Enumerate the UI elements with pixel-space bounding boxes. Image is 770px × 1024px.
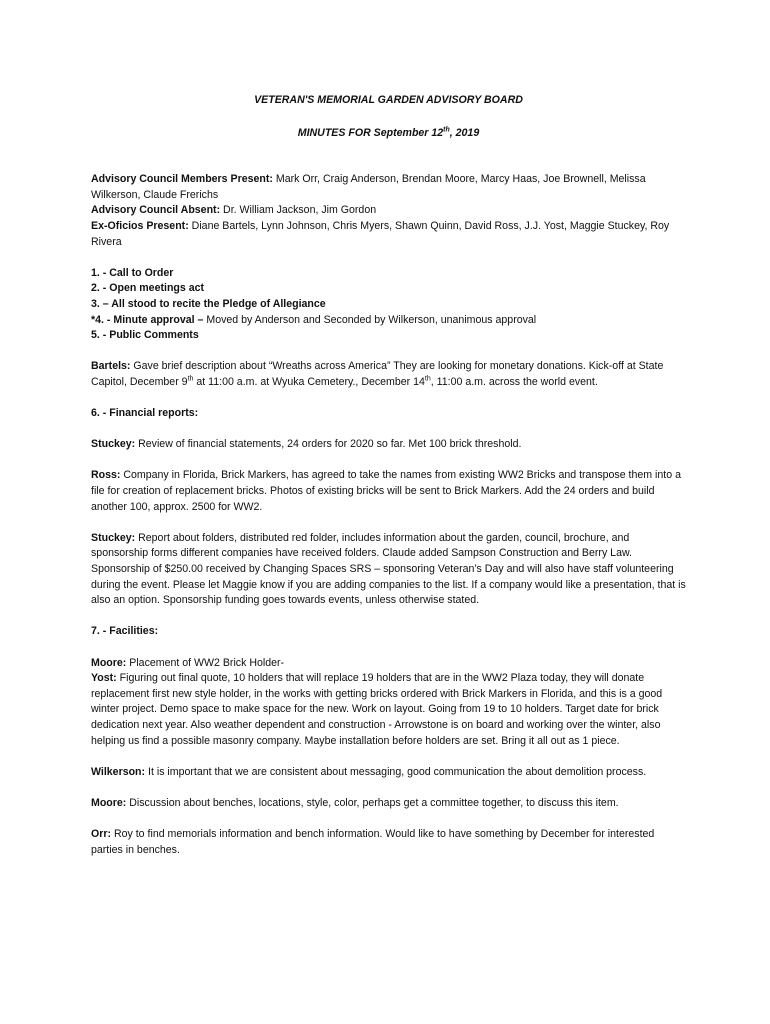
members-absent xyxy=(91,203,686,219)
facilities-heading-text: 7. - Facilities: xyxy=(91,625,159,638)
agenda-item-1 xyxy=(91,266,686,282)
minutes-body xyxy=(91,93,686,858)
ross-text: Company in Florida, Brick Markers, has agreed to take the names from existing WW2 Bricks and transpose them into a file for creation of replacement bricks. Photos of existing bricks will be sent to Brick Markers. Add the 24 orders and build another 100, approx. 2500 for WW2. xyxy=(91,469,681,513)
stuckey-financial-text: Review of financial statements, 24 orders for 2020 so far. Met 100 brick threshold. xyxy=(135,438,522,451)
yost-text: Figuring out final quote, 10 holders that will replace 19 holders that are in the WW2 Plaza today, they will donate replacement first new style holder, in the works with getting bricks ordered with Brick Markers in Florida, and this is a good winter project. Demo space to make space for the new. Work on layout. Going from 19 to 10 holders. Target date for brick dedication next year. Also weather dependent and construction - Arrowstone is on board and working over the winter, also helping us find a possible masonry company. Maybe installation before holders are set. Bring it all out as 1 piece. xyxy=(91,672,663,747)
members-present-text: Mark Orr, Craig Anderson, Brendan Moore, Marcy Haas, Joe Brownell, Melissa Wilkerson, Claude Frerichs xyxy=(91,173,646,201)
facilities-heading xyxy=(91,624,686,640)
document-title: VETERAN'S MEMORIAL GARDEN ADVISORY BOARD xyxy=(254,94,523,106)
agenda-item-2-text: 2. - Open meetings act xyxy=(91,282,205,295)
agenda-item-3 xyxy=(91,297,686,313)
agenda-item-3-text: 3. – All stood to recite the Pledge of Allegiance xyxy=(91,297,326,310)
minutes-date-prefix: MINUTES FOR September 12 xyxy=(297,126,444,139)
stuckey-label: Stuckey: xyxy=(91,438,136,451)
bartels-sup-1: th xyxy=(187,375,194,383)
stuckey-financial-paragraph xyxy=(91,437,686,453)
agenda-item-4 xyxy=(91,313,686,329)
agenda-item-1-text: 1. - Call to Order xyxy=(91,266,174,279)
members-present xyxy=(91,172,686,203)
agenda-item-4-text: Moved by Anderson and Seconded by Wilkerson, unanimous approval xyxy=(203,313,537,326)
minutes-date xyxy=(91,126,686,142)
moore-brick-holder-paragraph xyxy=(91,656,686,672)
agenda-item-5 xyxy=(91,328,686,344)
orr-label: Orr: xyxy=(91,828,112,841)
yost-label: Yost: xyxy=(91,672,117,685)
members-absent-label: Advisory Council Absent: xyxy=(91,204,221,217)
moore-benches-label: Moore: xyxy=(91,796,127,809)
exofficios-present xyxy=(91,219,686,250)
bartels-sup-2: th xyxy=(424,375,431,383)
wilkerson-text: It is important that we are consistent about messaging, good communication the about demolition process. xyxy=(145,765,647,778)
exofficios-present-text: Diane Bartels, Lynn Johnson, Chris Myers, Shawn Quinn, David Ross, J.J. Yost, Maggie Stuckey, Roy Rivera xyxy=(91,219,670,248)
members-absent-text: Dr. William Jackson, Jim Gordon xyxy=(220,204,377,217)
bartels-label: Bartels: xyxy=(91,360,131,373)
agenda-item-2 xyxy=(91,281,686,297)
members-present-label: Advisory Council Members Present: xyxy=(91,173,273,186)
stuckey-folders-label: Stuckey: xyxy=(91,531,136,544)
financial-heading xyxy=(91,406,686,422)
stuckey-folders-text: Report about folders, distributed red folder, includes information about the garden, council, brochure, and sponsorship forms different companies have received folders. Claude added Sampson Construction and Berry Law. Sponsorship of $250.00 received by Changing Spaces SRS – sponsoring Veteran’s Day and will also have staff volunteering during the event. Please let Maggie know if you are adding companies to the list. If a company would like a presentation, that is also an option. Sponsorship funding goes towards events, unless otherwise stated. xyxy=(91,531,686,607)
stuckey-folders-paragraph xyxy=(91,531,686,609)
ross-label: Ross: xyxy=(91,469,121,482)
orr-paragraph xyxy=(91,827,686,858)
agenda-item-4-label: *4. - Minute approval – xyxy=(91,313,204,326)
ross-paragraph xyxy=(91,468,686,515)
orr-text: Roy to find memorials information and bench information. Would like to have something by December for interested parties in benches. xyxy=(91,828,655,856)
wilkerson-paragraph xyxy=(91,765,686,781)
exofficios-present-label: Ex-Oficios Present: xyxy=(91,219,189,232)
bartels-text-2: at 11:00 a.m. at Wyuka Cemetery., December 14 xyxy=(193,375,425,388)
moore-benches-text: Discussion about benches, locations, style, color, perhaps get a committee together, to discuss this item. xyxy=(126,796,619,809)
minutes-date-suffix: , 2019 xyxy=(449,126,480,139)
moore-benches-paragraph xyxy=(91,796,686,812)
agenda-item-5-text: 5. - Public Comments xyxy=(91,329,199,342)
yost-paragraph xyxy=(91,671,686,749)
wilkerson-label: Wilkerson: xyxy=(91,765,146,778)
financial-heading-text: 6. - Financial reports: xyxy=(91,407,199,420)
minutes-date-sup: th xyxy=(443,126,450,134)
moore-label: Moore: xyxy=(91,656,127,669)
bartels-text-3: , 11:00 a.m. across the world event. xyxy=(430,375,598,388)
bartels-paragraph xyxy=(91,359,686,390)
bartels-text-1: Gave brief description about “Wreaths across America” They are looking for monetary donations. Kick-off at State Capitol, December 9 xyxy=(91,360,664,388)
moore-brick-holder-text: Placement of WW2 Brick Holder- xyxy=(126,656,285,669)
